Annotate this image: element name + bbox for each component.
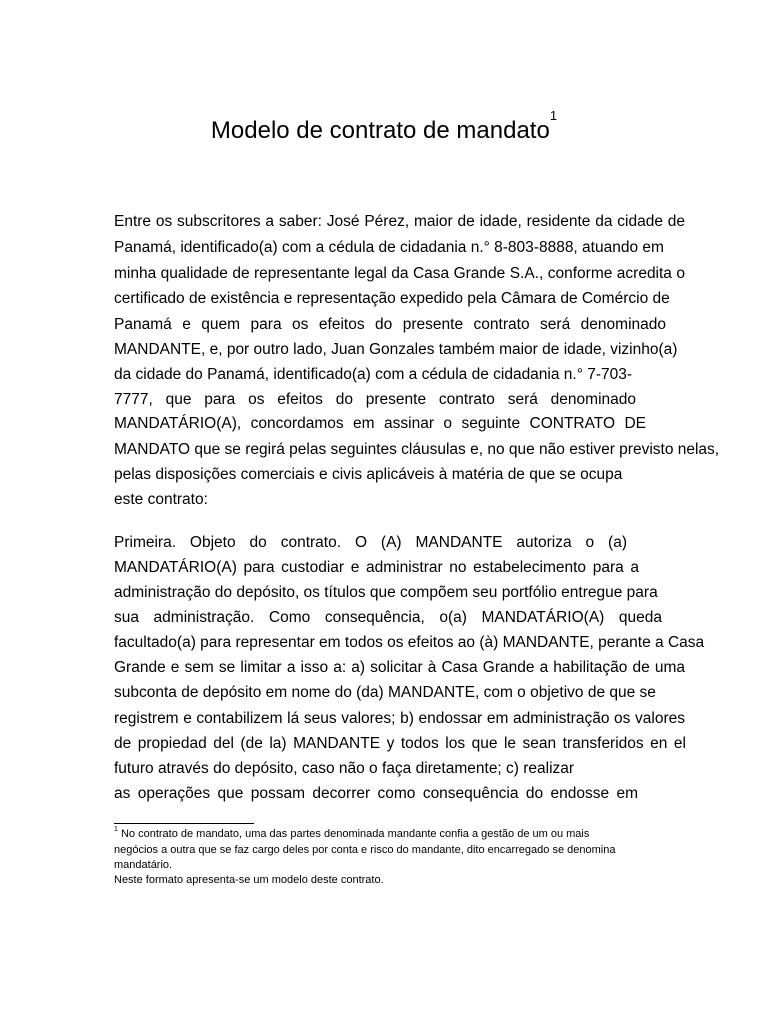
clause-line: subconta de depósito em nome do (da) MANDANTE, com o objetivo de que se bbox=[114, 684, 656, 701]
clause-line: Primeira. Objeto do contrato. O (A) MANDANTE autoriza o (a) bbox=[114, 534, 627, 551]
footnote-line: negócios a outra que se faz cargo deles por conta e risco do mandante, dito encarregado se denomina bbox=[114, 844, 616, 856]
intro-line: 7777, que para os efeitos do presente contrato será denominado bbox=[114, 391, 636, 408]
intro-line: certificado de existência e representação expedido pela Câmara de Comércio de bbox=[114, 290, 670, 307]
intro-line: Panamá, identificado(a) com a cédula de cidadania n.° 8-803-8888, atuando em bbox=[114, 239, 664, 256]
footnote-divider bbox=[114, 823, 254, 824]
intro-line: minha qualidade de representante legal da Casa Grande S.A., conforme acredita o bbox=[114, 265, 685, 282]
intro-line: pelas disposições comerciais e civis aplicáveis à matéria de que se ocupa bbox=[114, 466, 623, 483]
intro-line: da cidade do Panamá, identificado(a) com a cédula de cidadania n.° 7-703- bbox=[114, 366, 633, 383]
footnote-line bbox=[114, 826, 626, 842]
clause-line: administração do depósito, os títulos que compõem seu portfólio entregue para bbox=[114, 584, 658, 601]
clause-line: facultado(a) para representar em todos os efeitos ao (à) MANDANTE, perante a Casa bbox=[114, 634, 705, 651]
intro-line: MANDATO que se regirá pelas seguintes cláusulas e, no que não estiver previsto nelas, bbox=[114, 441, 720, 458]
clause-line: sua administração. Como consequência, o(a) MANDATÁRIO(A) queda bbox=[114, 609, 662, 626]
intro-line: Panamá e quem para os efeitos do presente contrato será denominado bbox=[114, 316, 666, 333]
clause-line: MANDATÁRIO(A) para custodiar e administrar no estabelecimento para a bbox=[114, 559, 639, 576]
clause-line: registrem e contabilizem lá seus valores; b) endossar em administração os valores bbox=[114, 710, 685, 727]
title-text: Modelo de contrato de mandato bbox=[210, 117, 550, 144]
clause-line: de propiedad del (de la) MANDANTE y todos los que le sean transferidos en el bbox=[114, 735, 686, 752]
intro-line: este contrato: bbox=[114, 491, 208, 508]
intro-line: MANDATÁRIO(A), concordamos em assinar o seguinte CONTRATO DE bbox=[114, 415, 646, 432]
clause-line: futuro através do depósito, caso não o faça diretamente; c) realizar bbox=[114, 760, 575, 777]
intro-line: Entre os subscritores a saber: José Pérez, maior de idade, residente da cidade de bbox=[114, 213, 685, 230]
footnote-mark: 1 bbox=[114, 826, 118, 833]
title-footnote-mark: 1 bbox=[549, 108, 558, 123]
intro-line: MANDANTE, e, por outro lado, Juan Gonzales também maior de idade, vizinho(a) bbox=[114, 341, 678, 358]
clause-line: as operações que possam decorrer como consequência do endosse em bbox=[114, 785, 638, 802]
clause-line: Grande e sem se limitar a isso a: a) solicitar à Casa Grande a habilitação de uma bbox=[114, 659, 685, 676]
document-title bbox=[0, 108, 768, 149]
footnote-line: mandatário. bbox=[114, 859, 173, 871]
footnote-text: No contrato de mandato, uma das partes denominada mandante confia a gestão de um ou mais bbox=[117, 828, 590, 840]
footnote-line: Neste formato apresenta-se um modelo deste contrato. bbox=[114, 874, 384, 886]
